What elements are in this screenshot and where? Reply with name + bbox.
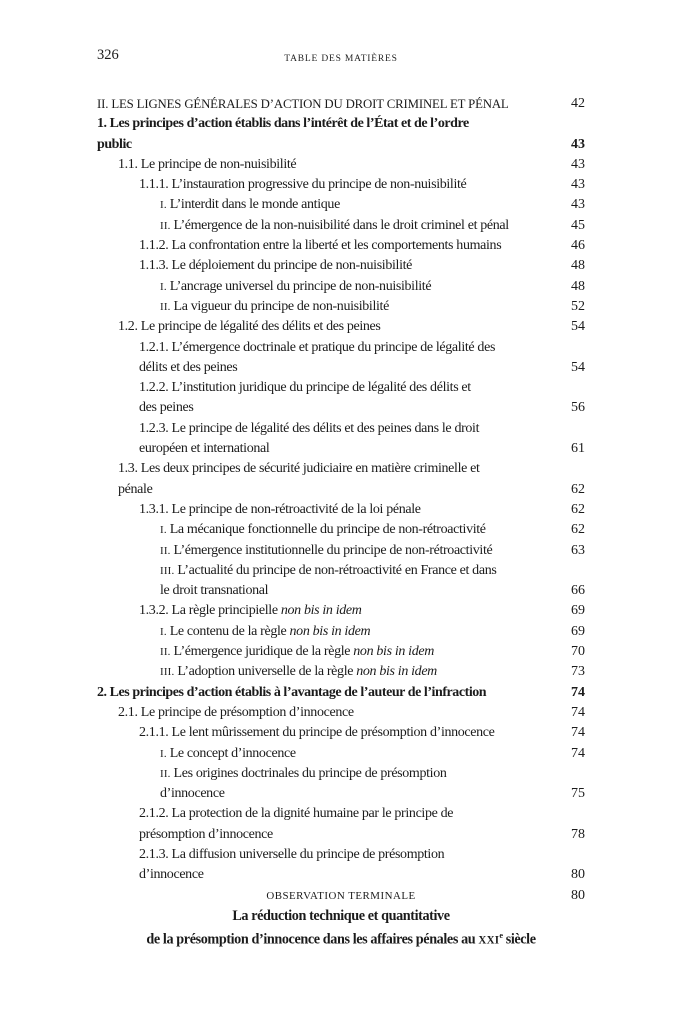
toc-line (97, 845, 585, 865)
text-segment: L’ancrage universel du principe de non-nuisibilité (169, 278, 432, 294)
folio-number: 326 (97, 47, 119, 63)
text-segment: L’émergence juridique de la règle (173, 644, 354, 660)
small-caps-segment: II. (160, 219, 174, 232)
small-caps-segment: II. (160, 544, 174, 557)
italic-phrase: non bis in idem (289, 623, 371, 639)
text-segment: de la présomption d’innocence dans les affaires pénales au (146, 931, 479, 948)
text-segment: L’adoption universelle de la règle (177, 664, 357, 680)
text-segment: d’innocence (160, 786, 225, 802)
toc-entry-text (139, 601, 362, 621)
toc-entry-text (139, 175, 466, 195)
toc-line (97, 256, 585, 276)
page-number: 78 (571, 826, 585, 842)
toc-entry-text (160, 744, 296, 764)
toc-entry-text (139, 398, 193, 418)
toc-entry-text (97, 94, 509, 114)
italic-phrase: non bis in idem (353, 644, 434, 660)
italic-phrase: non bis in idem (356, 664, 437, 680)
page-number: 43 (571, 197, 585, 213)
text-segment: 2.1. Le principe de présomption d’innocence (118, 704, 354, 720)
toc-entry-text (232, 906, 449, 926)
toc-entry-text (160, 764, 447, 784)
text-segment: 1.1.3. Le déploiement du principe de non-nuisibilité (139, 258, 413, 274)
toc-line (97, 358, 585, 378)
toc-entry-text (139, 865, 204, 885)
toc-entry-text (139, 358, 237, 378)
small-caps-segment: I. (160, 199, 170, 212)
toc-entry-text (139, 419, 479, 439)
toc-entry-text (139, 378, 471, 398)
toc-entry-text (139, 825, 273, 845)
toc-line (97, 784, 585, 804)
toc-line (97, 804, 585, 824)
text-segment: 2. Les principes d’action établis à l’avantage de l’auteur de l’infraction (97, 684, 487, 700)
running-header: TABLE DES MATIÈRES (284, 54, 398, 64)
text-segment: 1.3.2. La règle principielle (139, 603, 281, 619)
text-segment: 1.2.3. Le principe de légalité des délits et des peines dans le droit (139, 420, 480, 436)
toc-line (97, 764, 585, 784)
small-caps-segment: II. (160, 300, 174, 313)
toc-entry-text (160, 520, 486, 540)
toc-line (97, 520, 585, 540)
small-caps-segment: I. (160, 747, 170, 760)
toc-entry-text (160, 622, 370, 642)
toc-list (97, 94, 585, 946)
toc-entry-text (139, 236, 501, 256)
toc-line (97, 338, 585, 358)
page-number: 80 (571, 887, 585, 903)
page-number: 43 (571, 156, 585, 172)
toc-entry-text (139, 804, 453, 824)
page-number: 61 (571, 441, 585, 457)
toc-line (97, 114, 585, 134)
page-number: 48 (571, 278, 585, 294)
text-segment: La réduction technique et quantitative (232, 907, 450, 924)
page-number: 66 (571, 583, 585, 599)
toc-entry-text (118, 459, 480, 479)
toc-line (97, 601, 585, 621)
page-number: 75 (571, 786, 585, 802)
toc-entry-text (160, 277, 431, 297)
text-segment: La mécanique fonctionnelle du principe de non-rétroactivité (169, 522, 486, 538)
page-number: 52 (571, 298, 585, 314)
small-caps-segment: II. (160, 767, 174, 780)
text-segment: Les origines doctrinales du principe de présomption (173, 765, 447, 781)
toc-entry-text (97, 683, 486, 703)
toc-line (97, 439, 585, 459)
section-heading-observation-terminale (97, 886, 585, 906)
toc-line (97, 622, 585, 642)
text-segment: OBSERVATION TERMINALE (266, 889, 416, 902)
text-segment: délits et des peines (139, 359, 238, 375)
small-caps-segment: XXI (478, 934, 500, 947)
toc-entry-text (160, 784, 225, 804)
toc-line (97, 398, 585, 418)
page-number: 56 (571, 400, 585, 416)
text-segment: 2.1.3. La diffusion universelle du principe de présomption (139, 846, 445, 862)
page-number: 54 (571, 319, 585, 335)
toc-line (97, 277, 585, 297)
page-number: 43 (571, 136, 585, 152)
text-segment: 1.1.1. L’instauration progressive du principe de non-nuisibilité (139, 177, 467, 193)
toc-line (97, 642, 585, 662)
text-segment: L’émergence de la non-nuisibilité dans le droit criminel et pénal (173, 217, 509, 233)
text-segment: L’émergence institutionnelle du principe de non-rétroactivité (173, 542, 493, 558)
page-number: 74 (571, 725, 585, 741)
text-segment: 1.2.2. L’institution juridique du principe de légalité des délits et (139, 380, 471, 396)
text-segment: 1.3. Les deux principes de sécurité judiciaire en matière criminelle et (118, 461, 480, 477)
toc-line (97, 500, 585, 520)
page-number: 54 (571, 359, 585, 375)
small-caps-segment: I. (160, 524, 170, 537)
page-number: 74 (571, 704, 585, 720)
toc-line (97, 378, 585, 398)
toc-line (97, 541, 585, 561)
page-number: 48 (571, 258, 585, 274)
text-segment: L’actualité du principe de non-rétroactivité en France et dans (177, 562, 497, 578)
toc-line (97, 683, 585, 703)
toc-line (97, 155, 585, 175)
toc-line (97, 175, 585, 195)
text-segment: 1.2.1. L’émergence doctrinale et pratique du principe de légalité des (139, 339, 496, 355)
toc-line (97, 459, 585, 479)
text-segment: des peines (139, 400, 194, 416)
text-segment: d’innocence (139, 867, 204, 883)
toc-entry-text (97, 114, 469, 134)
page-number: 69 (571, 623, 585, 639)
italic-phrase: non bis in idem (280, 603, 362, 619)
toc-entry-text (160, 297, 389, 317)
toc-line (97, 94, 585, 114)
small-caps-segment: I. (160, 625, 170, 638)
text-segment: 2.1.2. La protection de la dignité humaine par le principe de (139, 806, 454, 822)
toc-entry-text (160, 581, 268, 601)
page-number: 74 (571, 684, 585, 700)
text-segment: II. LES LIGNES GÉNÉRALES D’ACTION DU DROIT CRIMINEL ET PÉNAL (97, 97, 509, 111)
toc-entry-text (118, 703, 354, 723)
toc-line (97, 662, 585, 682)
toc-entry-text (160, 195, 340, 215)
chapter-subtitle-line-1 (97, 906, 585, 926)
toc-entry-text (139, 256, 412, 276)
toc-line (97, 297, 585, 317)
small-caps-segment: III. (160, 666, 178, 679)
text-segment: 1.1.2. La confrontation entre la liberté et les comportements humains (139, 238, 502, 254)
page-number: 70 (571, 644, 585, 660)
toc-line (97, 480, 585, 500)
toc-entry-text (160, 541, 492, 561)
page-number: 43 (571, 177, 585, 193)
page-number: 62 (571, 501, 585, 517)
text-segment: 1.1. Le principe de non-nuisibilité (118, 156, 297, 172)
toc-entry-text (160, 662, 437, 682)
page-number: 73 (571, 664, 585, 680)
toc-line (97, 744, 585, 764)
toc-line (97, 723, 585, 743)
toc-line (97, 135, 585, 155)
text-segment: 1.2. Le principe de légalité des délits et des peines (118, 319, 381, 335)
toc-entry-text (139, 500, 421, 520)
text-segment: 2.1.1. Le lent mûrissement du principe de présomption d’innocence (139, 725, 495, 741)
page-number: 80 (571, 867, 585, 883)
toc-line (97, 236, 585, 256)
toc-line (97, 195, 585, 215)
text-segment: siècle (502, 931, 536, 948)
toc-entry-text (139, 723, 495, 743)
toc-entry-text (146, 926, 535, 951)
toc-entry-text (118, 317, 381, 337)
superscript: e (499, 931, 503, 941)
text-segment: 1. Les principes d’action établis dans l’intérêt de l’État et de l’ordre (97, 116, 469, 132)
text-segment: public (97, 136, 132, 152)
text-segment: L’interdit dans le monde antique (169, 197, 340, 213)
toc-entry-text (118, 480, 152, 500)
text-segment: le droit transnational (160, 583, 269, 599)
page-number: 42 (571, 96, 585, 111)
toc-entry-text (160, 642, 434, 662)
toc-line (97, 581, 585, 601)
page-number: 63 (571, 542, 585, 558)
toc-line (97, 865, 585, 885)
small-caps-segment: II. (160, 646, 174, 659)
toc-entry-text (160, 216, 509, 236)
page-header (97, 46, 585, 66)
toc-entry-text (266, 886, 415, 906)
toc-line (97, 317, 585, 337)
toc-line (97, 825, 585, 845)
page-number: 45 (571, 217, 585, 233)
toc-line (97, 561, 585, 581)
page-number: 62 (571, 522, 585, 538)
toc-line (97, 419, 585, 439)
toc-entry-text (118, 155, 296, 175)
text-segment: présomption d’innocence (139, 826, 273, 842)
toc-entry-text (139, 338, 495, 358)
toc-entry-text (139, 845, 444, 865)
text-segment: La vigueur du principe de non-nuisibilité (173, 298, 389, 314)
toc-entry-text (160, 561, 496, 581)
text-segment: Le concept d’innocence (169, 745, 296, 761)
page-number: 46 (571, 238, 585, 254)
page-number: 62 (571, 481, 585, 497)
text-segment: 1.3.1. Le principe de non-rétroactivité de la loi pénale (139, 501, 421, 517)
toc-line (97, 703, 585, 723)
toc-line (97, 216, 585, 236)
text-segment: européen et international (139, 441, 270, 457)
text-segment: Le contenu de la règle (169, 623, 290, 639)
page-number: 74 (571, 745, 585, 761)
small-caps-segment: I. (160, 280, 170, 293)
text-segment: pénale (118, 481, 153, 497)
small-caps-segment: III. (160, 564, 178, 577)
page-number: 69 (571, 603, 585, 619)
toc-entry-text (97, 135, 132, 155)
toc-entry-text (139, 439, 269, 459)
chapter-subtitle-line-2 (97, 926, 585, 946)
